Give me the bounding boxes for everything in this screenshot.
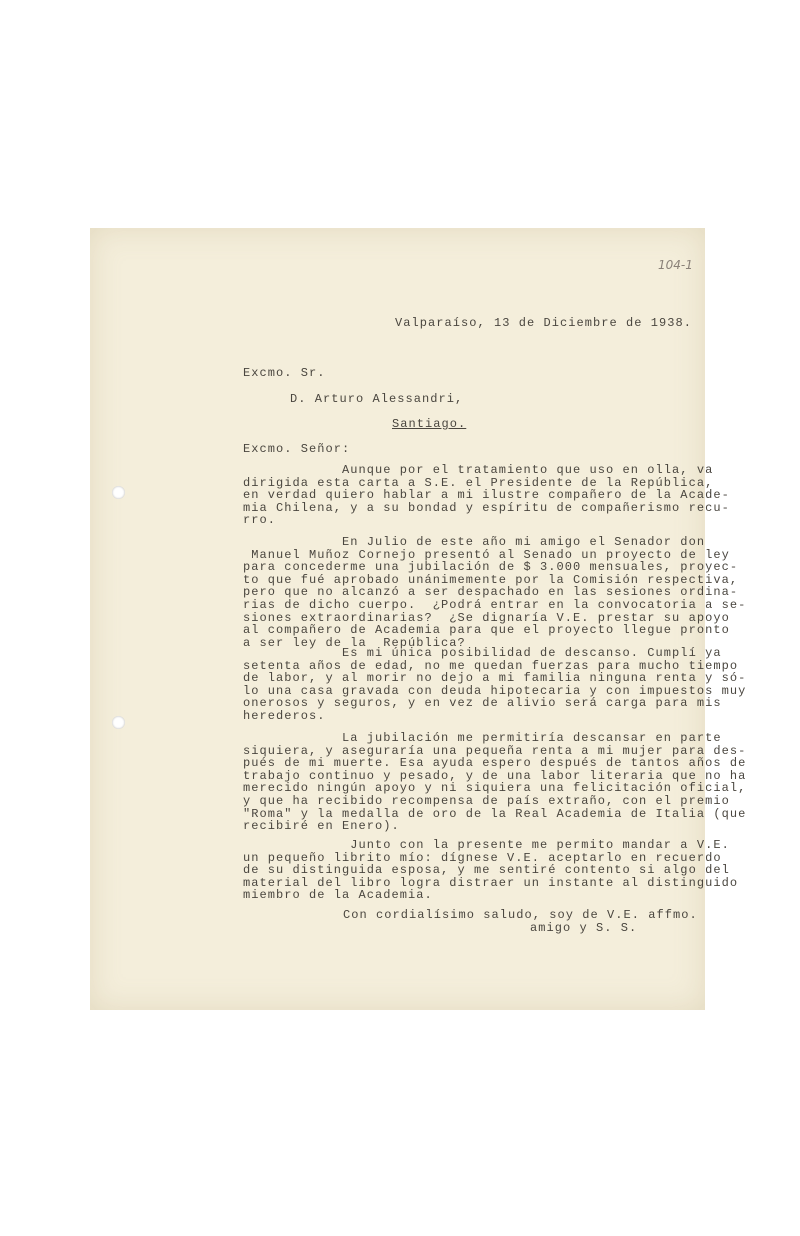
letter-line: trabajo continuo y pesado, y de una labor literaria que no ha bbox=[243, 768, 747, 783]
date-line: Valparaíso, 13 de Diciembre de 1938. bbox=[395, 316, 693, 330]
letter-line: La jubilación me permitiría descansar en parte bbox=[243, 731, 722, 745]
punch-hole bbox=[112, 716, 125, 729]
letter-line: de su distinguida esposa, y me sentiré contento si algo del bbox=[243, 863, 730, 878]
letter-line: Es mi única posibilidad de descanso. Cumplí ya bbox=[243, 646, 722, 660]
letter-line: a ser ley de la República? bbox=[243, 635, 466, 650]
salutation: Excmo. Señor: bbox=[243, 442, 351, 456]
paragraph-5 bbox=[243, 839, 738, 902]
closing-line-2: amigo y S. S. bbox=[530, 921, 638, 935]
recipient-name: D. Arturo Alessandri, bbox=[290, 392, 464, 406]
letter-line: lo una casa gravada con deuda hipotecaria y con impuestos muy bbox=[243, 683, 747, 698]
recipient-city: Santiago. bbox=[392, 417, 467, 431]
letter-line: rro. bbox=[243, 513, 277, 528]
letter-line: pero que no alcanzó a ser despachado en las sesiones ordina- bbox=[243, 585, 739, 600]
letter-line: herederos. bbox=[243, 708, 326, 723]
letter-line: to que fué aprobado unánimemente por la Comisión respectiva, bbox=[243, 572, 739, 587]
letter-line: material del libro logra distraer un instante al distinguido bbox=[243, 875, 739, 890]
letter-line: Manuel Muñoz Cornejo presentó al Senado un proyecto de ley bbox=[243, 547, 730, 562]
letter-line: en verdad quiero hablar a mi ilustre compañero de la Acade- bbox=[243, 488, 730, 503]
paragraph-2 bbox=[243, 536, 746, 649]
paragraph-3 bbox=[243, 647, 746, 723]
letter-line: Junto con la presente me permito mandar a V.E. bbox=[243, 838, 730, 852]
letter-line: de labor, y al morir no dejo a mi familia ninguna renta y só- bbox=[243, 671, 747, 686]
letter-line: rias de dicho cuerpo. ¿Podrá entrar en la convocatoria a se- bbox=[243, 597, 747, 612]
letter-line: merecido ningún apoyo y ni siquiera una felicitación oficial, bbox=[243, 781, 747, 796]
letter-line: al compañero de Academia para que el proyecto llegue pronto bbox=[243, 623, 730, 638]
letter-line: siquiera, y aseguraría una pequeña renta a mi mujer para des- bbox=[243, 743, 747, 758]
letter-line: onerosos y seguros, y en vez de alivio será carga para mis bbox=[243, 696, 722, 711]
paragraph-1 bbox=[243, 464, 730, 527]
salutation-short: Excmo. Sr. bbox=[243, 366, 326, 380]
letter-line: setenta años de edad, no me quedan fuerzas para mucho tiempo bbox=[243, 658, 739, 673]
letter-line: para concederme una jubilación de $ 3.000 mensuales, proyec- bbox=[243, 560, 739, 575]
letter-line: siones extraordinarias? ¿Se dignaría V.E. prestar su apoyo bbox=[243, 610, 730, 625]
archive-number: 104-1 bbox=[658, 258, 693, 272]
letter-line: dirigida esta carta a S.E. el Presidente de la República, bbox=[243, 475, 714, 490]
letter-line: y que ha recibido recompensa de país extraño, con el premio bbox=[243, 793, 730, 808]
letter-line: En Julio de este año mi amigo el Senador don bbox=[243, 535, 706, 549]
paragraph-4 bbox=[243, 732, 746, 833]
closing-line-1: Con cordialísimo saludo, soy de V.E. affmo. bbox=[343, 908, 698, 922]
letter-line: recibiré en Enero). bbox=[243, 819, 400, 834]
letter-line: miembro de la Academia. bbox=[243, 888, 433, 903]
punch-hole bbox=[112, 486, 125, 499]
letter-line: Aunque por el tratamiento que uso en olla, va bbox=[243, 463, 714, 477]
letter-line: mia Chilena, y a su bondad y espíritu de compañerismo recu- bbox=[243, 500, 730, 515]
letter-line: "Roma" y la medalla de oro de la Real Academia de Italia (que bbox=[243, 806, 747, 821]
letter-line: un pequeño librito mío: dígnese V.E. aceptarlo en recuerdo bbox=[243, 850, 722, 865]
letter-line: pués de mi muerte. Esa ayuda espero después de tantos años de bbox=[243, 756, 747, 771]
